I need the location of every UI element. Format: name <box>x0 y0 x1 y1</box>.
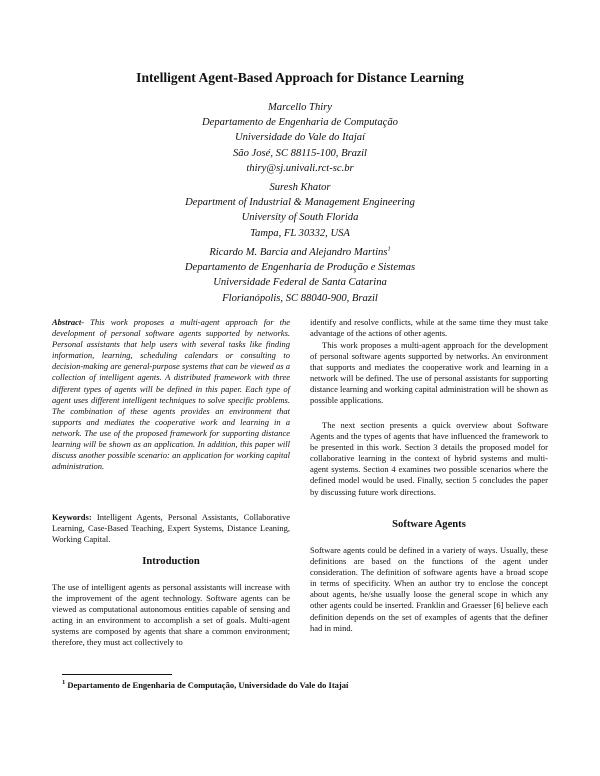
section-heading-software-agents: Software Agents <box>392 519 466 530</box>
author-name: Suresh Khator <box>269 182 331 193</box>
paper-title: Intelligent Agent-Based Approach for Distance Learning <box>136 70 464 85</box>
body-paragraph: The next section presents a quick overview about Software Agents and the types of agents that have influenced the framework to be presented in this work. Section 3 details the proposed model for collaborative learning in the context of hybrid systems and multi-agent systems. Section 4 examines two possible scenarios where the defined model would be used. Finally, section 5 concludes the paper by discussing future work directions. <box>310 420 548 497</box>
author-name: Ricardo M. Barcia and Alejandro Martins <box>209 247 388 258</box>
author-name-line <box>0 245 600 260</box>
footnote-text: Departamento de Engenharia de Computação, Universidade do Vale do Itajaí <box>67 680 349 690</box>
author-name: Marcello Thiry <box>267 102 333 113</box>
footnote-divider <box>62 674 172 675</box>
keywords-paragraph <box>52 512 290 545</box>
author-email: thiry@sj.univali.rct-sc.br <box>246 162 354 174</box>
affiliation-line: Departamento de Engenharia de Computação <box>202 117 398 129</box>
affiliation-line: Department of Industrial & Management Engineering <box>185 197 415 209</box>
footnote-number: 1 <box>62 679 66 687</box>
section-heading-introduction: Introduction <box>142 556 200 567</box>
abstract-label: Abstract <box>52 317 82 327</box>
affiliation-line: Universidade do Vale do Itajaí <box>234 132 366 144</box>
affiliation-line: São José, SC 88115-100, Brazil <box>233 147 367 159</box>
body-paragraph: This work proposes a multi-agent approach for the development of personal software agents supported by networks. An environment that supports and mediates the cooperative work and learning in a network will be defined. The use of personal assistants for supporting distance learning and working capital administration will be shown as possible applications. <box>310 340 548 406</box>
footnote <box>62 680 562 690</box>
abstract-text: - This work proposes a multi-agent approach for the development of personal software agents supported by networks. Personal assistants that help users with several tasks like finding information, learning, scheduling calendars or consulting to decision-making are general-purpose systems that can be viewed as a collection of intelligent agents. A distributed framework with three different types of agents will be defined in this paper. Each type of agent uses different intelligent techniques to solve specific problems. The combination of these agents provides an environment that supports and mediates the cooperative work and learning in a network. The use of the proposed framework for supporting distance learning will be shown as an application. In addition, this paper will discuss another possible scenario: an application for working capital administration. <box>52 317 290 472</box>
affiliation-line: University of South Florida <box>241 212 359 224</box>
author-block-2 <box>0 180 600 241</box>
introduction-paragraph: The use of intelligent agents as personal assistants will increase with the improvement of the agent technology. Software agents can be viewed as computational autonomous entities capable of sensing and acting in an environment to accomplish a set of goals. Multi-agent systems are composed by agents that share a common environment; therefore, they must act collectively to <box>52 582 290 648</box>
keywords-label: Keywords: <box>52 512 92 522</box>
abstract-paragraph <box>52 317 290 472</box>
keywords-text: Intelligent Agents, Personal Assistants, Collaborative Learning, Case-Based Teaching, Expert Systems, Distance Leaning, Working Capital. <box>52 512 290 545</box>
affiliation-line: Universidade Federal de Santa Catarina <box>213 277 387 289</box>
author-block-3 <box>0 245 600 306</box>
author-block-1 <box>0 100 600 176</box>
body-paragraph: identify and resolve conflicts, while at the same time they must take advantage of the actions of other agents. <box>310 317 548 339</box>
affiliation-line: Departamento de Engenharia de Produção e Sistemas <box>184 262 416 274</box>
affiliation-line: Tampa, FL 30332, USA <box>250 227 350 239</box>
footnote-mark: 1 <box>387 245 391 253</box>
body-paragraph: Software agents could be defined in a variety of ways. Usually, these definitions are based on the functions of the agent under consideration. The definition of software agents have a broad scope in terms of specificity. When an author try to enclose the concept about agents, he/she usually loose the general scope in which any other agents could be inserted. Franklin and Graesser [6] believe each definition depends on the set of examples of agents that the definer had in mind. <box>310 545 548 633</box>
affiliation-line: Florianópolis, SC 88040-900, Brazil <box>222 292 378 304</box>
